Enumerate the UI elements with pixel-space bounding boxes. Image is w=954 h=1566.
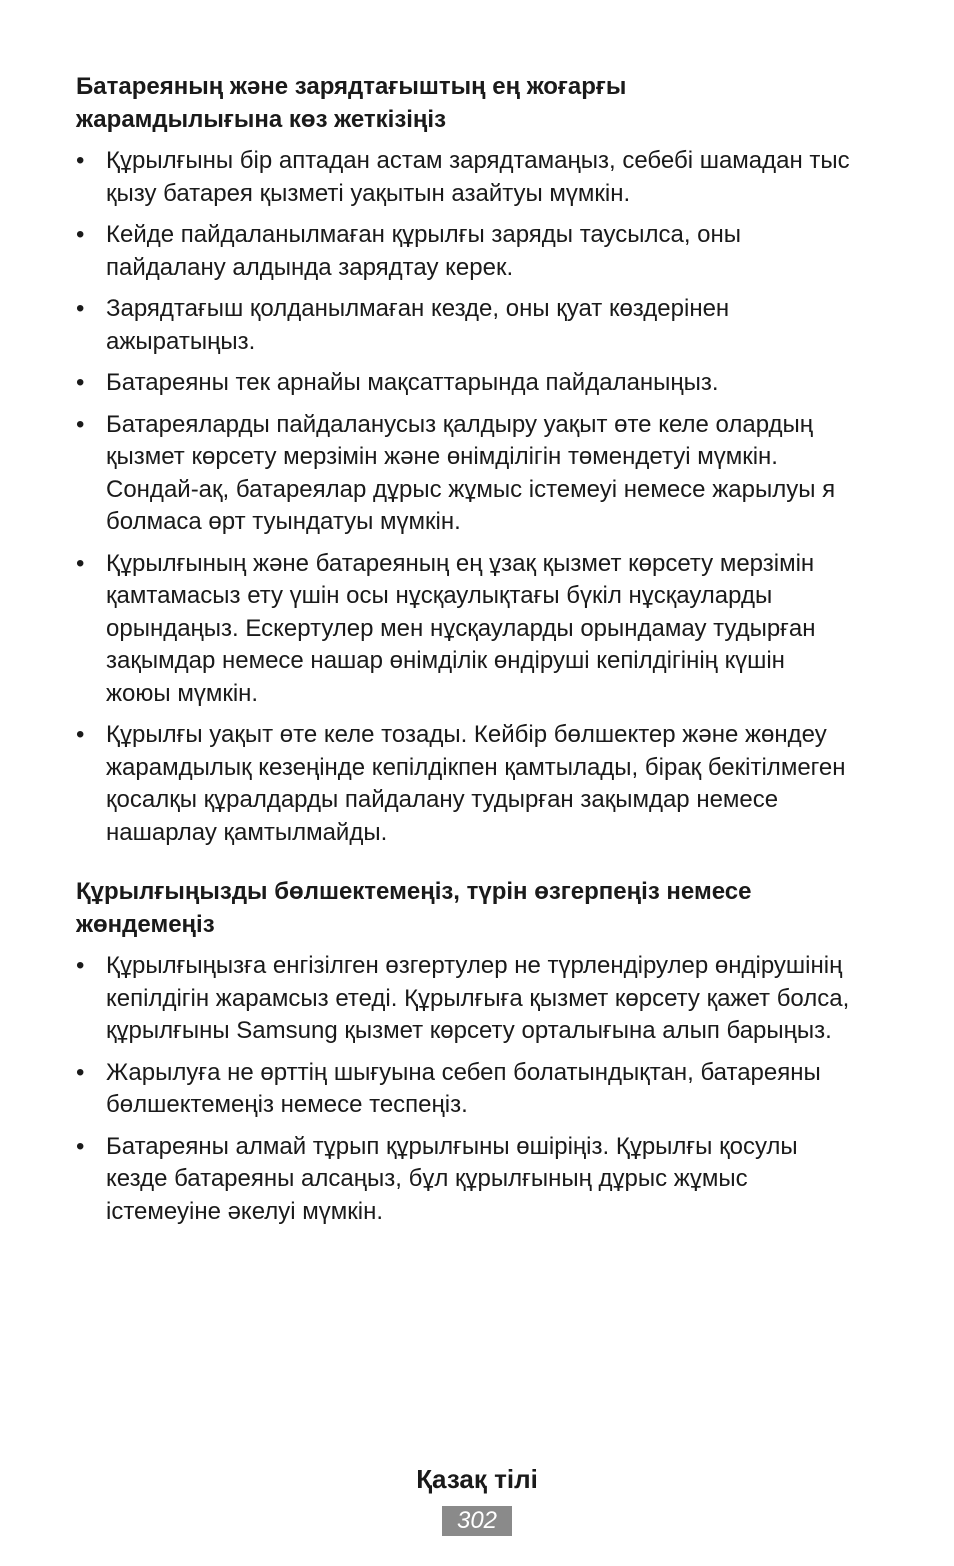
bullet-icon: • bbox=[76, 1132, 85, 1160]
item-line: істемеуіне әкелуі мүмкін. bbox=[106, 1197, 384, 1225]
item-line: Құрылғы уақыт өте келе тозады. Кейбір бөлшектер және жөндеу bbox=[106, 721, 827, 748]
heading-line: жарамдылығына көз жеткізіңіз bbox=[76, 106, 447, 133]
bullet-icon: • bbox=[76, 1058, 85, 1086]
item-line: кепілдігін жарамсыз етеді. Құрылғыға қызмет көрсету қажет болса, bbox=[106, 984, 850, 1012]
list-item bbox=[76, 1057, 896, 1122]
bullet-icon: • bbox=[76, 410, 85, 438]
bullet-icon: • bbox=[76, 549, 85, 577]
list-item bbox=[76, 367, 896, 400]
item-line: Кейде пайдаланылмаған құрылғы заряды таусылса, оны bbox=[106, 221, 742, 248]
list-item bbox=[76, 719, 896, 849]
list-item bbox=[76, 950, 896, 1048]
heading-line: Батареяның және зарядтағыштың ең жоғарғы bbox=[76, 73, 627, 100]
section-heading bbox=[76, 875, 896, 941]
item-line: Батареяны тек арнайы мақсаттарында пайдаланыңыз. bbox=[106, 369, 719, 396]
bullet-icon: • bbox=[76, 221, 85, 248]
item-line: жарамдылық кезеңінде кепілдікпен қамтылады, бірақ бекітілмеген bbox=[106, 753, 846, 781]
item-line: орындаңыз. Ескертулер мен нұсқауларды орындамау тудырған bbox=[106, 614, 816, 642]
list-item bbox=[76, 1131, 896, 1229]
list-item bbox=[76, 548, 896, 711]
bullet-icon: • bbox=[76, 369, 85, 396]
page-number-badge: 302 bbox=[442, 1506, 512, 1536]
item-line: Құрылғының және батареяның ең ұзақ қызмет көрсету мерзімін bbox=[106, 549, 815, 577]
page-content bbox=[76, 70, 896, 1237]
item-line: болмаса өрт туындатуы мүмкін. bbox=[106, 508, 461, 535]
bullet-list bbox=[76, 950, 896, 1228]
item-line: Зарядтағыш қолданылмаған кезде, оны қуат көздерінен bbox=[106, 295, 730, 322]
list-item bbox=[76, 219, 896, 284]
item-line: Батареяны алмай тұрып құрылғыны өшіріңіз. Құрылғы қосулы bbox=[106, 1132, 798, 1160]
item-line: нашарлау қамтылмайды. bbox=[106, 818, 388, 846]
bullet-list bbox=[76, 145, 896, 849]
item-line: Сондай-ақ, батареялар дұрыс жұмыс істемеуі немесе жарылуы я bbox=[106, 475, 836, 503]
item-line: Жарылуға не өрттің шығуына себеп болатындықтан, батареяны bbox=[106, 1058, 821, 1086]
item-line: Батареяларды пайдаланусыз қалдыру уақыт өте келе олардың bbox=[106, 410, 814, 438]
bullet-icon: • bbox=[76, 721, 85, 748]
item-line: пайдалану алдында зарядтау керек. bbox=[106, 253, 514, 281]
list-item bbox=[76, 293, 896, 358]
section-heading bbox=[76, 70, 896, 136]
item-line: ажыратыңыз. bbox=[106, 327, 256, 355]
section-do-not-disassemble bbox=[76, 875, 896, 1228]
list-item bbox=[76, 409, 896, 539]
item-line: қызу батарея қызметі уақытын азайтуы мүмкін. bbox=[106, 179, 631, 207]
item-line: бөлшектемеңіз немесе теспеңіз. bbox=[106, 1091, 468, 1118]
item-line: қосалқы құралдарды пайдалану тудырған зақымдар немесе bbox=[106, 786, 779, 813]
item-line: жоюы мүмкін. bbox=[106, 679, 259, 707]
item-line: Құрылғыны бір аптадан астам зарядтамаңыз, себебі шамадан тыс bbox=[106, 147, 850, 174]
item-line: құрылғыны Samsung қызмет көрсету орталығына алып барыңыз. bbox=[106, 1017, 832, 1044]
list-item bbox=[76, 145, 896, 210]
item-line: кезде батареяны алсаңыз, бұл құрылғының дұрыс жұмыс bbox=[106, 1165, 748, 1192]
bullet-icon: • bbox=[76, 952, 85, 979]
item-line: қамтамасыз ету үшін осы нұсқаулықтағы бүкіл нұсқауларды bbox=[106, 582, 773, 609]
item-line: Құрылғыңызға енгізілген өзгертулер не түрлендірулер өндірушінің bbox=[106, 952, 843, 979]
item-line: зақымдар немесе нашар өнімділік өндіруші кепілдігінің күшін bbox=[106, 647, 785, 674]
heading-line: Құрылғыңызды бөлшектемеңіз, түрін өзгерпеңіз немесе bbox=[76, 878, 752, 905]
heading-line: жөндемеңіз bbox=[76, 911, 215, 938]
bullet-icon: • bbox=[76, 147, 85, 174]
section-battery-care bbox=[76, 70, 896, 849]
footer-language-label: Қазақ тілі bbox=[416, 1464, 538, 1494]
item-line: қызмет көрсету мерзімін және өнімділігін төмендетуі мүмкін. bbox=[106, 443, 778, 470]
bullet-icon: • bbox=[76, 295, 85, 322]
